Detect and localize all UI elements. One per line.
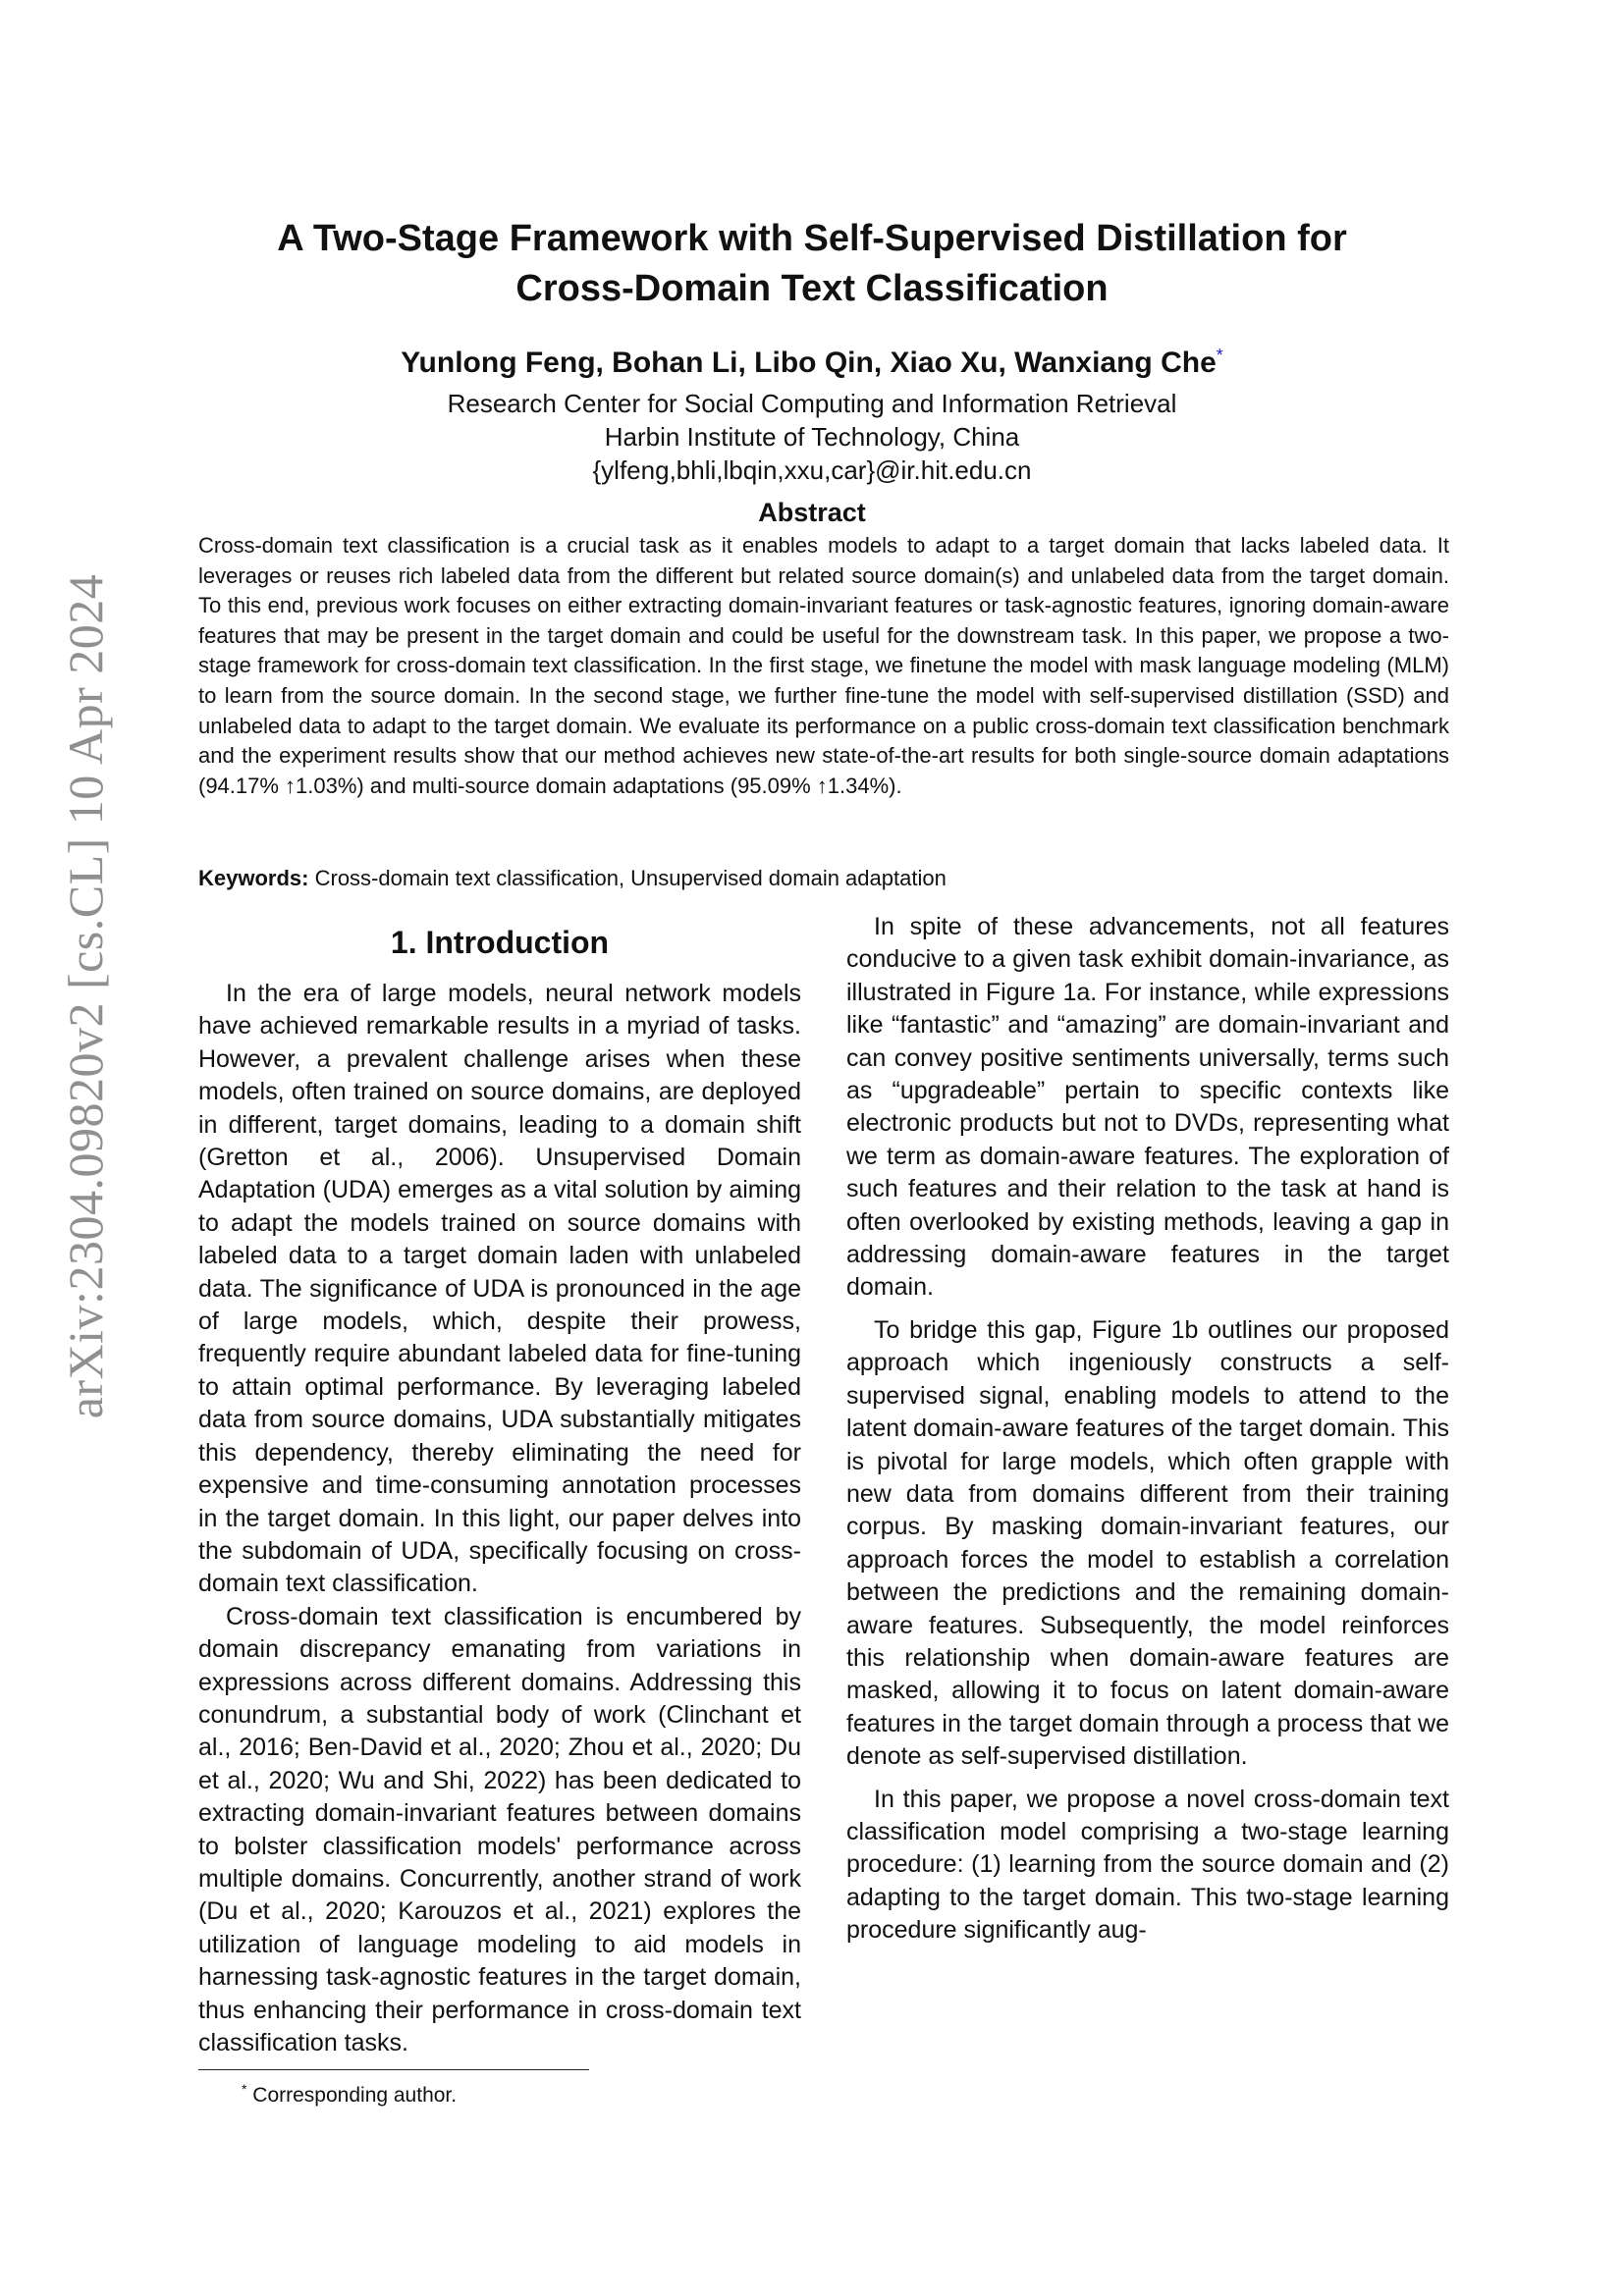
- keywords-list: Cross-domain text classification, Unsupervised domain adaptation: [314, 866, 947, 890]
- affiliation: [147, 387, 1477, 487]
- right-column: [846, 911, 1449, 1948]
- title-line-1: A Two-Stage Framework with Self-Supervised Distillation for: [277, 218, 1347, 259]
- intro-paragraph-2: Cross-domain text classification is encumbered by domain discrepancy emanating from variations in expressions across different domains. Addressing this conundrum, a substantial body of work (Clinchant et al., 2016; Ben-David et al., 2020; Zhou et al., 2020; Du et al., 2020; Wu and Shi, 2022) has been dedicated to extracting domain-invariant features between domains to bolster classification models' performance across multiple domains. Concurrently, another strand of work (Du et al., 2020; Karouzos et al., 2021) explores the utilization of language modeling to aid models in harnessing task-agnostic features in the target domain, thus enhancing their performance in cross-domain text classification tasks.: [198, 1602, 801, 2056]
- affiliation-line-1: Research Center for Social Computing and Information Retrieval: [447, 389, 1177, 418]
- affiliation-line-2: Harbin Institute of Technology, China: [604, 422, 1020, 452]
- arxiv-sidebar: [51, 294, 120, 1698]
- footnote-mark: *: [242, 2081, 247, 2097]
- corresponding-author-mark[interactable]: *: [1216, 346, 1223, 365]
- author-names: Yunlong Feng, Bohan Li, Libo Qin, Xiao Xu, Wanxiang Che: [401, 347, 1217, 379]
- abstract-text: Cross-domain text classification is a crucial task as it enables models to adapt to a target domain that lacks labeled data. It leverages or reuses rich labeled data from the different but related source domain(s) and unlabeled data from the target domain. To this end, previous work focuses on either extracting domain-invariant features or task-agnostic features, ignoring domain-aware features that may be present in the target domain and could be useful for the downstream task. In this paper, we propose a two-stage framework for cross-domain text classification. In the first stage, we finetune the model with mask language modeling (MLM) to learn from the source domain. In the second stage, we further fine-tune the model with self-supervised distillation (SSD) and unlabeled data to adapt to the target domain. We evaluate its performance on a public cross-domain text classification benchmark and the experiment results show that our method achieves new state-of-the-art results for both single-source domain adaptations (94.17% ↑1.03%) and multi-source domain adaptations (95.09% ↑1.34%).: [198, 533, 1449, 798]
- affiliation-emails: {ylfeng,bhli,lbqin,xxu,car}@ir.hit.edu.cn: [592, 455, 1032, 485]
- keywords: [198, 866, 1449, 891]
- footnote-rule: [198, 2069, 589, 2070]
- left-column: [198, 911, 801, 2059]
- arxiv-identifier: arXiv:2304.09820v2 [cs.CL] 10 Apr 2024: [58, 573, 113, 1419]
- footnote: [242, 2081, 457, 2108]
- section-heading: 1. Introduction: [390, 925, 610, 960]
- paper-title: [147, 214, 1477, 314]
- intro-paragraph-1: In the era of large models, neural network models have achieved remarkable results in a myriad of tasks. However, a prevalent challenge arises when these models, often trained on source domains, are deployed in different, target domains, leading to a domain shift (Gretton et al., 2006). Unsupervised Domain Adaptation (UDA) emerges as a vital solution by aiming to adapt the models trained on source domains with labeled data to a target domain laden with unlabeled data. The significance of UDA is pronounced in the age of large models, which, despite their prowess, frequently require abundant labeled data for fine-tuning to attain optimal performance. By leveraging labeled data from source domains, UDA substantially mitigates this dependency, thereby eliminating the need for expensive and time-consuming annotation processes in the target domain. In this light, our paper delves into the subdomain of UDA, specifically focusing on cross-domain text classification.: [198, 980, 801, 1598]
- footnote-text: Corresponding author.: [252, 2084, 458, 2107]
- intro-paragraph-4: To bridge this gap, Figure 1b outlines our proposed approach which ingeniously constructs a self-supervised signal, enabling models to attend to the latent domain-aware features of the target domain. This is pivotal for large models, which often grapple with new data from domains different from their training corpus. By masking domain-invariant features, our approach forces the model to establish a correlation between the predictions and the remaining domain-aware features. Subsequently, the model reinforces this relationship when domain-aware features are masked, allowing it to focus on latent domain-aware features in the target domain through a process that we denote as self-supervised distillation.: [846, 1315, 1449, 1771]
- abstract-heading: Abstract: [758, 498, 866, 527]
- title-line-2: Cross-Domain Text Classification: [515, 268, 1109, 309]
- keywords-label: Keywords:: [198, 866, 309, 890]
- author-list: [147, 346, 1477, 380]
- intro-paragraph-3: In spite of these advancements, not all features conducive to a given task exhibit domain-invariance, as illustrated in Figure 1a. For instance, while expressions like “fantastic” and “amazing” are domain-invariant and can convey positive sentiments universally, terms such as “upgradeable” pertain to specific contexts like electronic products but not to DVDs, representing what we term as domain-aware features. The exploration of such features and their relation to the task at hand is often overlooked by existing methods, leaving a gap in addressing domain-aware features in the target domain.: [846, 913, 1449, 1302]
- intro-paragraph-5: In this paper, we propose a novel cross-domain text classification model comprising a two-stage learning procedure: (1) learning from the source domain and (2) adapting to the target domain. This two-stage learning procedure significantly aug-: [846, 1785, 1449, 1945]
